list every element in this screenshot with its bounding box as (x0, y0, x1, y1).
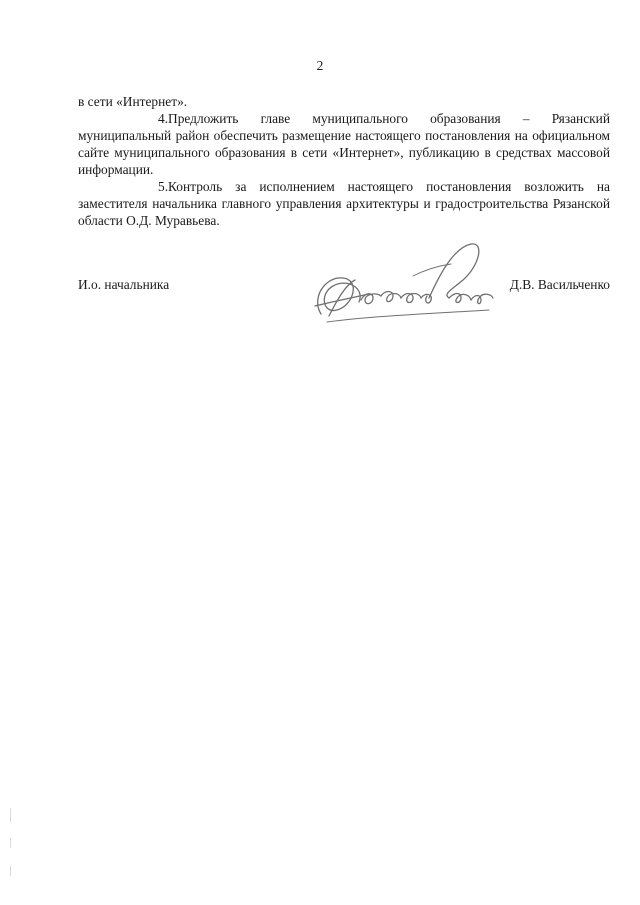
document-body (78, 93, 610, 229)
signatory-name: Д.В. Васильченко (509, 277, 610, 292)
paragraph-4-text: Предложить главе муниципального образования – Рязанский муниципальный район обеспечить размещение настоящего постановления на официальном сайте муниципального образования в сети «Интернет», публикацию в средствах массовой информации. (78, 111, 610, 177)
paragraph-4-number: 4. (158, 111, 169, 126)
scan-edge-mark (10, 838, 11, 848)
paragraph-5-number: 5. (158, 179, 169, 194)
page-number: 2 (316, 58, 324, 73)
paragraph-4 (78, 110, 610, 178)
paragraph-5-text: Контроль за исполнением настоящего постановления возложить на заместителя начальника главного управления архитектуры и градостроительства Рязанской области О.Д. Муравьева. (78, 179, 610, 228)
signatory-position: И.о. начальника (78, 277, 170, 292)
paragraph-continuation: в сети «Интернет». (78, 94, 188, 109)
paragraph-5 (78, 178, 610, 229)
signature-block (78, 276, 610, 336)
handwritten-signature (303, 236, 503, 331)
scan-edge-mark (10, 866, 11, 876)
scan-edge-mark (10, 808, 11, 822)
